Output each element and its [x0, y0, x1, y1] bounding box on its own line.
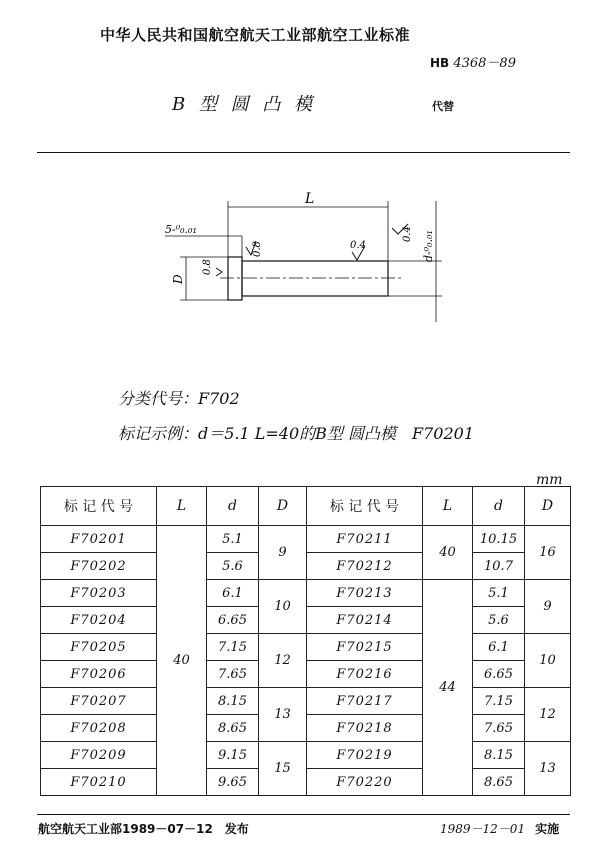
doc-title: B 型 圆 凸 模: [172, 94, 317, 115]
replaces-label: 代替: [432, 100, 454, 113]
table-row: [41, 526, 571, 553]
d-label: d-⁰₀.₀₁: [422, 230, 435, 262]
D-cell: 13: [259, 688, 307, 742]
implementation-date: 1989－12－01: [440, 822, 526, 836]
D-cell: 16: [525, 526, 571, 580]
D-cell: 9: [525, 580, 571, 634]
d-cell: 7.15: [207, 634, 259, 661]
header-code: 标 记 代 号: [41, 487, 157, 526]
d-cell: 5.6: [207, 553, 259, 580]
marking-example: 标记示例：d＝5.1 L=40的B型 圆凸模 F70201: [118, 424, 475, 443]
header-L-right: L: [423, 487, 473, 526]
code-cell: F70213: [307, 580, 423, 607]
D-cell: 13: [525, 742, 571, 796]
header-D-right: D: [525, 487, 571, 526]
L-cell: 44: [423, 580, 473, 796]
implementation-label: 实施: [535, 822, 560, 836]
code-cell: F70219: [307, 742, 423, 769]
code-cell: F70211: [307, 526, 423, 553]
code-cell: F70204: [41, 607, 157, 634]
code-cell: F70206: [41, 661, 157, 688]
header-d-right: d: [473, 487, 525, 526]
D-cell: 10: [259, 580, 307, 634]
d-cell: 5.1: [207, 526, 259, 553]
D-cell: 12: [259, 634, 307, 688]
d-cell: 7.15: [473, 688, 525, 715]
d-cell: 6.65: [473, 661, 525, 688]
standard-prefix: HB: [430, 56, 450, 70]
roughness-label-d: 0.4: [402, 226, 413, 242]
implementation-line: [440, 820, 559, 837]
punch-body: [242, 261, 388, 296]
header-D: D: [259, 487, 307, 526]
roughness-label-b: 0.8: [252, 241, 263, 257]
code-cell: F70214: [307, 607, 423, 634]
table-row: [41, 580, 571, 607]
classification-code: 分类代号：F702: [118, 389, 240, 408]
d-cell: 8.15: [207, 688, 259, 715]
tolerance-top: 5-⁰₀.₀₁: [165, 223, 197, 236]
d-cell: 7.65: [473, 715, 525, 742]
d-cell: 5.1: [473, 580, 525, 607]
d-cell: 8.65: [207, 715, 259, 742]
roughness-label-c: 0.4: [350, 240, 366, 251]
d-cell: 7.65: [207, 661, 259, 688]
D-label: D: [171, 274, 185, 284]
d-cell: 6.1: [473, 634, 525, 661]
code-cell: F70209: [41, 742, 157, 769]
code-cell: F70216: [307, 661, 423, 688]
table-row: [41, 634, 571, 661]
spec-table: [40, 486, 571, 796]
code-cell: F70207: [41, 688, 157, 715]
code-cell: F70218: [307, 715, 423, 742]
d-cell: 9.15: [207, 742, 259, 769]
standard-title: 中华人民共和国航空航天工业部航空工业标准: [100, 26, 411, 44]
d-cell: 6.1: [207, 580, 259, 607]
L-cell: 40: [423, 526, 473, 580]
unit-label: mm: [536, 472, 563, 488]
L-label: L: [305, 191, 315, 207]
table-row: [41, 742, 571, 769]
D-cell: 15: [259, 742, 307, 796]
technical-drawing: [0, 0, 600, 380]
code-cell: F70217: [307, 688, 423, 715]
D-cell: 9: [259, 526, 307, 580]
D-cell: 10: [525, 634, 571, 688]
code-cell: F70201: [41, 526, 157, 553]
code-cell: F70202: [41, 553, 157, 580]
code-cell: F70212: [307, 553, 423, 580]
code-cell: F70203: [41, 580, 157, 607]
d-cell: 8.65: [473, 769, 525, 796]
punch-head: [228, 257, 242, 300]
code-cell: F70205: [41, 634, 157, 661]
d-cell: 8.15: [473, 742, 525, 769]
D-cell: 12: [525, 688, 571, 742]
d-cell: 10.15: [473, 526, 525, 553]
issuer-line: 航空航天工业部1989－07－12 发布: [38, 822, 249, 836]
code-cell: F70210: [41, 769, 157, 796]
header-d: d: [207, 487, 259, 526]
code-cell: F70220: [307, 769, 423, 796]
L-cell: 40: [157, 526, 207, 796]
code-cell: F70208: [41, 715, 157, 742]
header-code-right: 标 记 代 号: [307, 487, 423, 526]
table-row: [41, 688, 571, 715]
code-cell: F70215: [307, 634, 423, 661]
d-cell: 5.6: [473, 607, 525, 634]
roughness-label-a: 0.8: [202, 259, 213, 275]
d-cell: 9.65: [207, 769, 259, 796]
header-L: L: [157, 487, 207, 526]
footer-rule: [37, 814, 570, 815]
d-cell: 10.7: [473, 553, 525, 580]
table-header-row: [41, 487, 571, 526]
d-cell: 6.65: [207, 607, 259, 634]
standard-number-value: 4368－89: [453, 56, 516, 71]
